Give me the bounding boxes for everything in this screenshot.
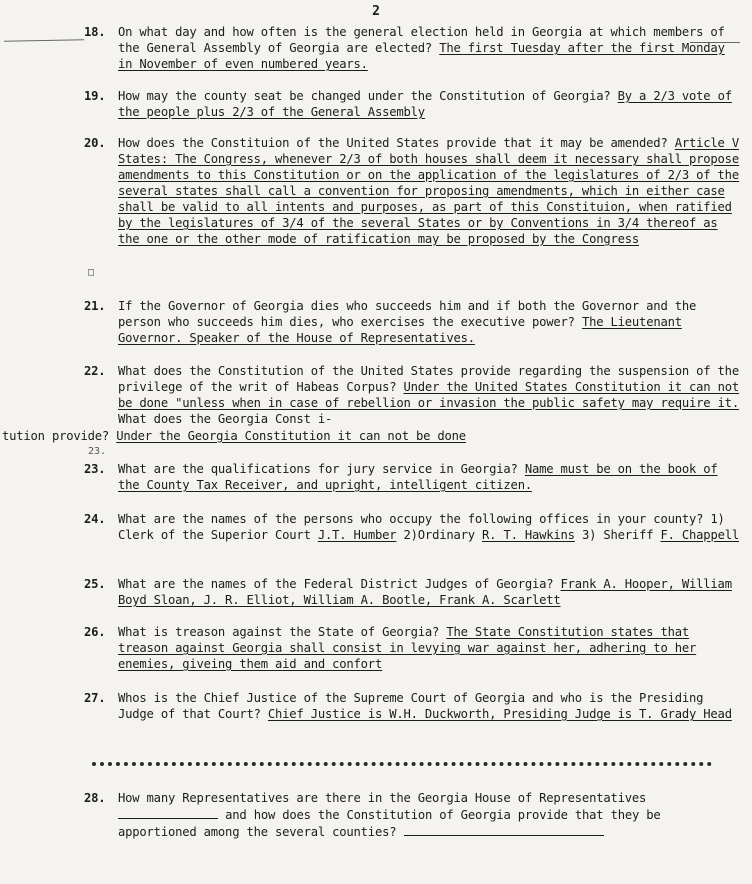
dotted-separator xyxy=(92,762,712,766)
question-text: How many Representatives are there in the Georgia House of Representatives xyxy=(118,791,647,805)
question-number: 21. xyxy=(84,299,106,313)
question-text: What is treason against the State of Georgia? xyxy=(118,625,440,639)
question-21 xyxy=(84,298,740,346)
question-text: What are the qualifications for jury service in Georgia? xyxy=(118,462,518,476)
answer-text: F. Chappell xyxy=(660,528,739,542)
question-22-continuation xyxy=(2,428,742,444)
question-text: What are the names of the Federal District Judges of Georgia? xyxy=(118,577,554,591)
question-number: 20. xyxy=(84,136,106,150)
question-text: What does the Constitution of the United States provide regarding the suspension of the privilege of the writ of Habeas Corpus? xyxy=(118,364,739,394)
question-19 xyxy=(84,88,740,120)
answer-text: Name must be on the book of the County Tax Receiver, and upright, intelligent citizen. xyxy=(118,462,718,492)
answer-text: Chief Justice is W.H. Duckworth, Presiding Judge is T. Grady Head xyxy=(267,707,732,721)
question-27 xyxy=(84,690,740,722)
question-23 xyxy=(84,461,740,493)
question-number: 28. xyxy=(84,791,106,805)
answer-text: The first Tuesday after the first Monday in November of even numbered years. xyxy=(118,41,725,71)
question-number: 25. xyxy=(84,577,106,591)
question-number: 24. xyxy=(84,512,106,526)
answer-text: J.T. Humber xyxy=(317,528,397,542)
answer-text: Article V States: The Congress, whenever 2/3 of both houses shall deem it necessary shall propose amendments to this Constitution or on the application of the legislatures of 2/3 of the several states shall call a convention for proposing amendments, which in either case shall be valid to all intents and purposes, as part of this Constituion, when ratified by the legislatures of 3/4 of the several States or by Conventions in 3/4 thereof as the one or the other mode of ratification may be proposed by the Congress xyxy=(118,136,739,246)
question-text: How may the county seat be changed under the Constitution of Georgia? xyxy=(118,89,611,103)
answer-blank xyxy=(404,823,604,836)
answer-text: Under the Georgia Constitution it can not be done xyxy=(116,429,466,443)
question-text-continued: What does the Georgia Const i- xyxy=(118,412,333,426)
question-number: 26. xyxy=(84,625,106,639)
question-text: How does the Constituion of the United States provide that it may be amended? xyxy=(118,136,668,150)
answer-text: The Lieutenant Governor. Speaker of the House of Representatives. xyxy=(118,315,682,345)
question-18 xyxy=(84,24,740,72)
question-20 xyxy=(84,135,740,247)
question-text-continued: and how does the Constitution of Georgia provide that they be apportioned among the several counties? xyxy=(118,808,661,839)
question-28 xyxy=(84,790,740,840)
question-text-continued: 3) Sheriff xyxy=(581,528,654,542)
question-24 xyxy=(84,511,740,543)
answer-text: By a 2/3 vote of the people plus 2/3 of the General Assembly xyxy=(118,89,732,119)
page-number: 2 xyxy=(372,4,380,19)
question-number: 23. xyxy=(84,462,106,476)
answer-blank xyxy=(118,806,218,819)
answer-text: The State Constitution states that treason against Georgia shall consist in levying war against her, adhering to her enemies, giveing them aid and confort xyxy=(118,625,697,671)
answer-text: R. T. Hawkins xyxy=(482,528,575,542)
question-number: 22. xyxy=(84,364,106,378)
answer-text: Frank A. Hooper, William Boyd Sloan, J. R. Elliot, William A. Bootle, Frank A. Scarlett xyxy=(118,577,732,607)
margin-mark: 23. xyxy=(88,446,107,457)
stray-mark xyxy=(4,39,84,41)
question-number: 27. xyxy=(84,691,106,705)
question-text: What are the names of the persons who occupy the following offices in your county? 1) Clerk of the Superior Court xyxy=(118,512,725,542)
margin-mark: □ xyxy=(88,267,95,278)
question-text: On what day and how often is the general election held in Georgia at which members of the General Assembly of Georgia are elected? xyxy=(118,25,725,55)
question-22 xyxy=(84,363,740,427)
question-number: 19. xyxy=(84,89,106,103)
question-text: If the Governor of Georgia dies who succeeds him and if both the Governor and the person who succeeds him dies, who exercises the executive power? xyxy=(118,299,697,329)
question-25 xyxy=(84,576,740,608)
question-text: Whos is the Chief Justice of the Supreme Court of Georgia and who is the Presiding Judge of that Court? xyxy=(118,691,704,721)
question-text-continued: 2)Ordinary xyxy=(403,528,475,542)
answer-text: Under the United States Constitution it can not be done "unless when in case of rebellion or invasion the public safety may require it. xyxy=(118,380,739,410)
question-number: 18. xyxy=(84,25,106,39)
question-26 xyxy=(84,624,740,672)
question-text-continued: tution provide? xyxy=(2,429,110,443)
